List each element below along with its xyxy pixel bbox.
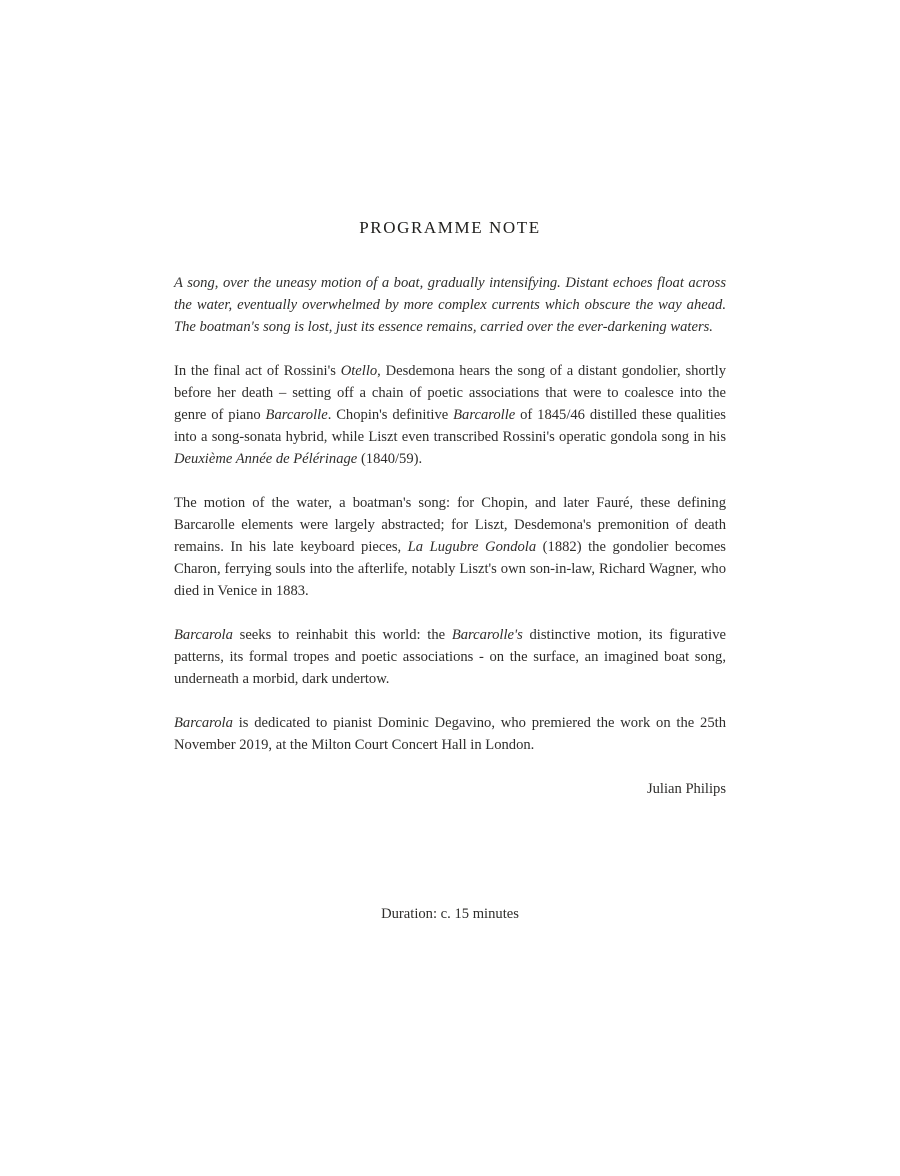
paragraph-liszt: The motion of the water, a boatman's song: for Chopin, and later Fauré, these defining Barcarolle elements were largely abstracted; for Liszt, Desdemona's premonition of death remains. In his late keyboard pieces, La Lugubre Gondola (1882) the gondolier becomes Charon, ferrying souls into the afterlife, notably Liszt's own son-in-law, Richard Wagner, who died in Venice in 1883. [174,495,726,599]
programme-note-body [174,272,726,756]
paragraph-barcarola: Barcarola seeks to reinhabit this world: the Barcarolle's distinctive motion, its figurative patterns, its formal tropes and poetic associations - on the surface, an imagined boat song, underneath a morbid, dark undertow. [174,627,726,687]
author-credit: Julian Philips [646,781,726,797]
programme-note-page [174,0,726,925]
paragraph-dedication: Barcarola is dedicated to pianist Dominic Degavino, who premiered the work on the 25th November 2019, at the Milton Court Concert Hall in London. [174,715,726,753]
paragraph-rossini: In the final act of Rossini's Otello, Desdemona hears the song of a distant gondolier, shortly before her death – setting off a chain of poetic associations that were to coalesce into the genre of piano Barcarolle. Chopin's definitive Barcarolle of 1845/46 distilled these qualities into a song-sonata hybrid, while Liszt even transcribed Rossini's operatic gondola song in his Deuxième Année de Pélérinage (1840/59). [174,363,727,467]
duration-text: Duration: c. 15 minutes [381,906,519,922]
epigraph-paragraph: A song, over the uneasy motion of a boat, gradually intensifying. Distant echoes float across the water, eventually overwhelmed by more complex currents which obscure the way ahead. The boatman's song is lost, just its essence remains, carried over the ever-darkening waters. [174,275,726,335]
page-title: PROGRAMME NOTE [359,218,541,237]
